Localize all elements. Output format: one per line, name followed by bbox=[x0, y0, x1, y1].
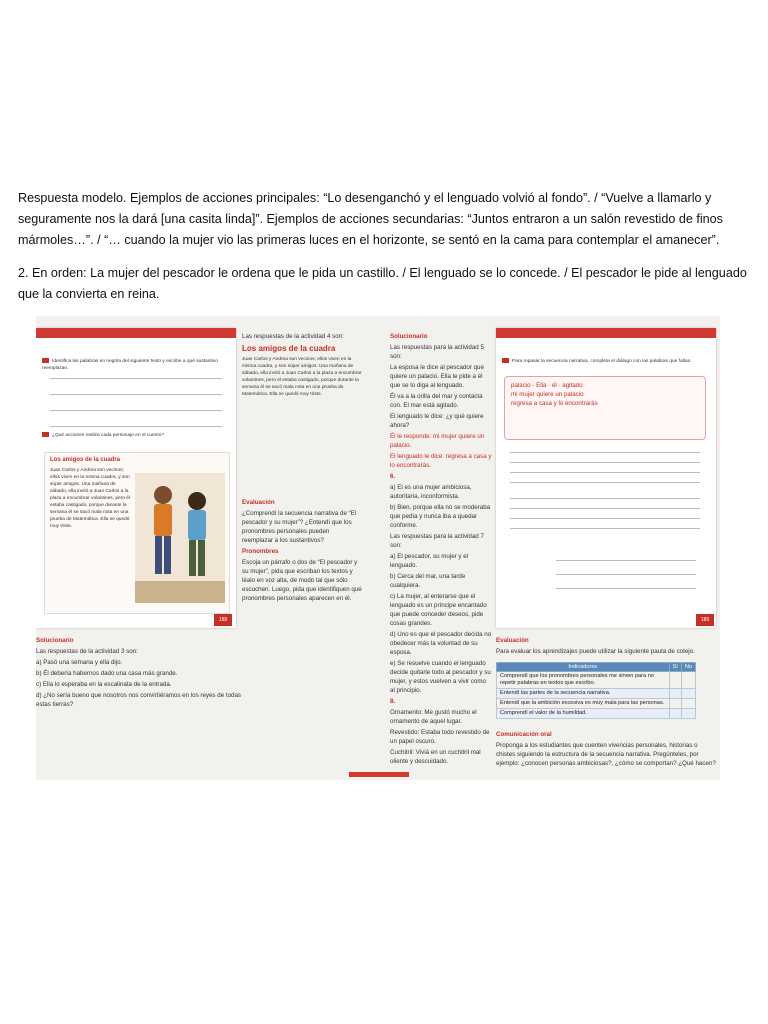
item-number: 6. bbox=[390, 473, 396, 480]
answer-line: El lenguado le dice: regresa a casa y lo encontrarás. bbox=[390, 453, 492, 469]
story-box bbox=[44, 452, 230, 614]
evaluation-section bbox=[496, 636, 716, 658]
answer-item: a) El pescador, su mujer y el lenguado. bbox=[390, 553, 469, 569]
answer-item: c) La mujer, al enterarse que el lenguado es un príncipe encantado que puede conceder deseos, pide cosas grandes. bbox=[390, 593, 487, 627]
table-header: Indicadores bbox=[497, 663, 670, 672]
answer-item: c) Ella lo esperaba en la escalinata de la entrada. bbox=[36, 681, 172, 688]
page-number: 189 bbox=[696, 614, 714, 626]
activity-text: Para repasar la secuencia narrativa, completa el diálogo con las palabras que faltan. bbox=[502, 358, 707, 365]
page-tab bbox=[349, 772, 409, 777]
page-number: 188 bbox=[214, 614, 232, 626]
story-title: Los amigos de la cuadra bbox=[50, 457, 121, 463]
evaluation-heading: Evaluación bbox=[496, 637, 529, 644]
answer-item: b) Cerca del mar, una tarde cualquiera. bbox=[390, 573, 466, 589]
section-header: Solucionario bbox=[36, 637, 74, 644]
evaluation-intro: Para evaluar los aprendizajes puede utilizar la siguiente pauta de cotejo. bbox=[496, 648, 695, 655]
solucionario-left bbox=[36, 636, 241, 711]
right-textbook-page bbox=[496, 328, 716, 628]
answer-line: La esposa le dice al pescador que quiere un palacio. Ella le pide a él que se lo diga al lenguado. bbox=[390, 364, 484, 389]
solucionario-right bbox=[390, 332, 492, 768]
evaluation-text: ¿Comprendí la secuencia narrativa de “El pescador y su mujer”? ¿Entendí que los pronombres personales pueden reemplazar a los sustantivos? bbox=[242, 510, 357, 544]
header-bar bbox=[36, 328, 236, 338]
table-row: Entendí que la ambición excesiva es muy mala para las personas. bbox=[497, 699, 696, 709]
dialogue-box: palacio · Ella · él · agitado mi mujer quiere un palacio regresa a casa y lo encontrarás bbox=[504, 376, 706, 440]
activity-text: Identifica las palabras en negrita del siguiente texto y escribe a qué sustantivo reemplazan. bbox=[42, 359, 218, 371]
textbook-scan bbox=[36, 316, 720, 780]
answer-word: él bbox=[551, 382, 557, 389]
story-body: Juan Carlos y Andrea son vecinos; ellos viven en la misma cuadra, y son súper amigos. Una mañana de sábado, ella invitó a Juan Carlos a la plaza a encumbrar volantines, pero él estaba castigado, porque durante la semana él se sacó mala nota en una prueba de Matemática. Ella se quedó muy triste. bbox=[242, 357, 362, 397]
answer-word: Ella bbox=[536, 382, 547, 389]
indicators-table bbox=[496, 662, 696, 719]
section-intro: Las respuestas para la actividad 7 son: bbox=[390, 533, 484, 549]
answer-item: d) Uno es que el pescador decida no obedecer más la voluntad de su esposa. bbox=[390, 631, 492, 656]
table-row: Comprendí que los pronombres personales me sirven para no repetir palabras en textos que escribo. bbox=[497, 672, 696, 689]
answer-item: a) El es una mujer ambiciosa, autoritaria, inconformista. bbox=[390, 484, 472, 500]
header-bar bbox=[496, 328, 716, 338]
evaluation-heading: Evaluación bbox=[242, 499, 275, 506]
answer-line: Él le responde: mi mujer quiere un palacio. bbox=[390, 433, 485, 449]
pronouns-heading: Pronombres bbox=[242, 548, 279, 555]
answer-line: El lenguado le dice: ¿y qué quiere ahora? bbox=[390, 413, 484, 429]
table-header: Sí bbox=[669, 663, 681, 672]
answer-item: Revestido: Estaba todo revestido de un papel oscuro. bbox=[390, 729, 490, 745]
story-text: Juan Carlos y Andrea son vecinos; ellos viven en la misma cuadra, y son súper amigos. Una mañana de sábado, ella invitó a Juan Carlos a la plaza a encumbrar volantines, pero él estaba castigado, porque durante la semana él se sacó mala nota en una prueba de Matemática. Ella se quedó muy triste. bbox=[50, 468, 130, 529]
answer-word: mi mujer quiere un palacio bbox=[511, 391, 584, 398]
section-intro: Las respuestas para la actividad 5 son: bbox=[390, 344, 484, 360]
answer-line: Él va a la orilla del mar y contacta con. El mar está agitado. bbox=[390, 393, 483, 409]
table-header: No bbox=[681, 663, 695, 672]
answer-item: b) Él debería habernos dado una casa más grande. bbox=[36, 670, 178, 677]
oral-heading: Comunicación oral bbox=[496, 731, 552, 738]
answer-paragraph-1: Respuesta modelo. Ejemplos de acciones principales: “Lo desenganchó y el lenguado volvió al fondo”. / “Vuelve a llamarlo y seguramente nos la dará [una casita linda]”. Ejemplos de acciones secundarias: “Juntos entraron a un salón revestido de finos mármoles…”. / “… cuando la mujer vio las primeras luces en el horizonte, se sentó en la cama para contemplar el amanecer”. bbox=[18, 191, 723, 247]
section-intro: Las respuestas de la actividad 4 son: bbox=[242, 333, 344, 340]
table-row: Comprendí el valor de la humildad. bbox=[497, 709, 696, 719]
answer-item: b) Bien, porque ella no se moderaba que pedía y nunca iba a quedar conforme. bbox=[390, 504, 491, 529]
answer-paragraph-2: 2. En orden: La mujer del pescador le ordena que le pida un castillo. / El lenguado se lo concede. / El pescador le pide al lenguado que la convierta en reina. bbox=[18, 266, 747, 301]
item-number: 8. bbox=[390, 698, 396, 705]
activity-question: ¿Qué acciones realiza cada personaje en el cuento? bbox=[42, 432, 227, 439]
answer-item: Cuchitril: Viviá en un cuchitril mal oliente y descuidado. bbox=[390, 749, 481, 765]
answer-word: regresa a casa y lo encontrarás bbox=[511, 400, 598, 407]
answer-item: d) ¿No sería bueno que nosotros nos convirtiéramos en los reyes de todas estas tierras? bbox=[36, 692, 241, 708]
answer-item: e) Se resuelve cuando el lenguado decide quitarle todo al pescador y su mujer, y estos vuelven a vivir como al principio. bbox=[390, 660, 491, 694]
children-illustration bbox=[135, 473, 225, 603]
answer-item: Ornamento: Me gustó mucho el ornamento de aquel lugar. bbox=[390, 709, 477, 725]
section-intro: Las respuestas de la actividad 3 son: bbox=[36, 648, 138, 655]
answer-item: a) Pasó una semana y ella dijo. bbox=[36, 659, 123, 666]
answer-word: palacio bbox=[511, 382, 531, 389]
pronouns-text: Escoja un párrafo o dos de “El pescador y su mujer”, pida que escriban los textos y léalo en voz alta, de modo tal que sólo escuchen. Luego, pida que identifiquen qué pronombres personales aparecen en él. bbox=[242, 559, 362, 602]
section-header: Solucionario bbox=[390, 333, 428, 340]
left-textbook-page bbox=[36, 328, 236, 628]
answer-word: agitado bbox=[562, 382, 583, 389]
oral-text: Proponga a los estudiantes que cuenten vivencias personales, historias o chistes siguiendo la estructura de la secuencia narrativa. Pregúnteles, por ejemplo: ¿conocen personas ambiciosas?, ¿cómo se comportan? ¿Qué hacen? bbox=[496, 742, 716, 767]
middle-column bbox=[242, 332, 362, 605]
table-row: Entendí las partes de la secuencia narrativa. bbox=[497, 689, 696, 699]
story-heading: Los amigos de la cuadra bbox=[242, 344, 336, 353]
oral-section bbox=[496, 730, 716, 770]
